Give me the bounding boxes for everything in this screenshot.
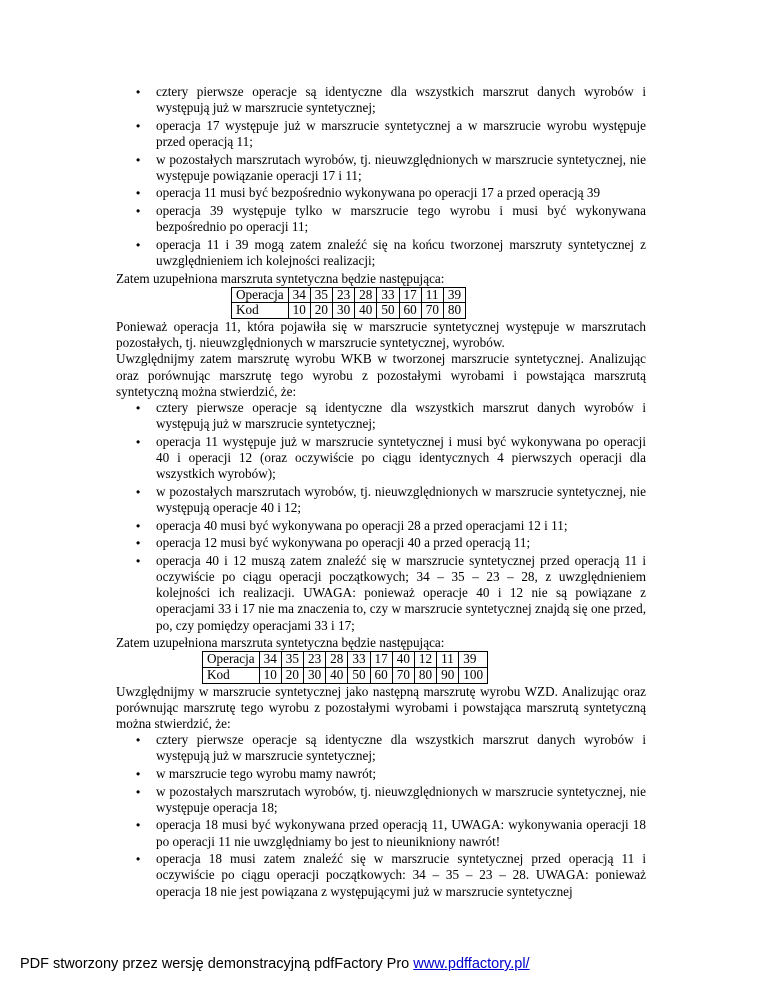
- list-item: • operacja 11 występuje już w marszrucie syntetycznej i musi być wykonywana po operacji 40 i operacji 12 (oraz oczywiście po ciągu identycznych 4 pierwszych operacji dla wszystkich wyrobów);: [116, 434, 646, 483]
- table-cell: 39: [459, 652, 488, 668]
- list-item: • operacja 11 i 39 mogą zatem znaleźć się na końcu tworzonej marszruty syntetycznej z uwzględnieniem ich kolejności realizacji;: [116, 237, 646, 269]
- table-cell: 12: [414, 652, 436, 668]
- table-cell: Kod: [203, 667, 260, 683]
- list-item: • operacja 11 musi być bezpośrednio wykonywana po operacji 17 a przed operacją 39: [116, 185, 646, 201]
- table-cell: 35: [310, 287, 332, 303]
- table-cell: 10: [259, 667, 281, 683]
- list-item: • w pozostałych marszrutach wyrobów, tj. nieuwzględnionych w marszrucie syntetycznej, nie występuje operacja 18;: [116, 784, 646, 816]
- table-cell: 70: [392, 667, 414, 683]
- list-item: • w marszrucie tego wyrobu mamy nawrót;: [116, 766, 646, 782]
- table-cell: 20: [310, 303, 332, 319]
- paragraph: Ponieważ operacja 11, która pojawiła się w marszrucie syntetycznej występuje w marszrutach pozostałych, tj. nieuwzględnionych w marszrucie syntetycznej, wyrobów.: [116, 318, 646, 351]
- table-row: [232, 287, 466, 303]
- table-cell: 34: [259, 652, 281, 668]
- table-cell: Kod: [232, 303, 289, 319]
- table-cell: 80: [443, 303, 465, 319]
- table-cell: 35: [281, 652, 303, 668]
- list-item: • cztery pierwsze operacje są identyczne dla wszystkich marszrut danych wyrobów i występują już w marszrucie syntetycznej;: [116, 400, 646, 432]
- route-table-2: [202, 651, 488, 683]
- table-cell: 90: [437, 667, 459, 683]
- table-cell: 30: [332, 303, 354, 319]
- table-cell: 70: [421, 303, 443, 319]
- table-cell: 100: [459, 667, 488, 683]
- footer-link[interactable]: www.pdffactory.pl/: [413, 956, 530, 972]
- table-cell: 23: [332, 287, 354, 303]
- table-cell: 50: [377, 303, 399, 319]
- table-cell: 11: [421, 287, 443, 303]
- bullet-list-3: [116, 732, 646, 900]
- list-item: • operacja 18 musi zatem znaleźć się w marszrucie syntetycznej przed operacją 11 i oczywiście po ciągu operacji początkowych: 34 – 35 – 23 – 28. UWAGA: ponieważ operacja 18 nie jest powiązana z występującymi już w marszrucie syntetycznej: [116, 851, 646, 900]
- table-cell: Operacja: [232, 287, 289, 303]
- route-table-1: [231, 287, 466, 319]
- pdf-footer: [20, 956, 530, 972]
- table-cell: 28: [326, 652, 348, 668]
- table-row: [203, 652, 488, 668]
- list-item: • operacja 39 występuje tylko w marszrucie tego wyrobu i musi być wykonywana bezpośrednio po operacji 11;: [116, 203, 646, 235]
- list-item: • operacja 40 musi być wykonywana po operacji 28 a przed operacjami 12 i 11;: [116, 518, 646, 534]
- table-cell: 11: [437, 652, 459, 668]
- list-item: • cztery pierwsze operacje są identyczne dla wszystkich marszrut danych wyrobów i występują już w marszrucie syntetycznej;: [116, 732, 646, 764]
- bullet-list-1: [116, 84, 646, 269]
- list-item: • w pozostałych marszrutach wyrobów, tj. nieuwzględnionych w marszrucie syntetycznej, nie występuje powiązanie operacji 17 i 11;: [116, 152, 646, 184]
- list-item: • cztery pierwsze operacje są identyczne dla wszystkich marszrut danych wyrobów i występują już w marszrucie syntetycznej;: [116, 84, 646, 116]
- table-cell: 17: [370, 652, 392, 668]
- list-item: • operacja 40 i 12 muszą zatem znaleźć się w marszrucie syntetycznej przed operacją 11 i oczywiście po ciągu operacji początkowych; 34 – 35 – 23 – 28, z uwzględnieniem kolejności ich realizacji. UWAGA: ponieważ operacje 40 i 12 nie są powiązane z operacjami 33 i 17 nie ma znaczenia to, czy w marszrucie syntetycznej znajdą się one przed, po, czy pomiędzy operacjami 33 i 17;: [116, 553, 646, 634]
- bullet-list-2: [116, 400, 646, 634]
- table-cell: Operacja: [203, 652, 260, 668]
- table-cell: 34: [288, 287, 310, 303]
- table-cell: 60: [370, 667, 392, 683]
- table-row: [203, 667, 488, 683]
- table-intro-2: Zatem uzupełniona marszruta syntetyczna będzie następująca:: [116, 635, 445, 651]
- table-cell: 39: [443, 287, 465, 303]
- table-cell: 80: [414, 667, 436, 683]
- table-intro-1: Zatem uzupełniona marszruta syntetyczna będzie następująca:: [116, 270, 445, 286]
- table-cell: 33: [377, 287, 399, 303]
- table-cell: 60: [399, 303, 421, 319]
- table-cell: 20: [281, 667, 303, 683]
- document-page: [116, 84, 646, 901]
- table-cell: 28: [355, 287, 377, 303]
- table-cell: 50: [348, 667, 370, 683]
- table-cell: 33: [348, 652, 370, 668]
- paragraph: Uwzględnijmy zatem marszrutę wyrobu WKB w tworzonej marszrucie syntetycznej. Analizując oraz porównując marszrutę tego wyrobu z pozostałymi wyrobami i powstająca marszrutą syntetyczną można stwierdzić, że:: [116, 351, 646, 399]
- list-item: • operacja 12 musi być wykonywana po operacji 40 a przed operacją 11;: [116, 535, 646, 551]
- table-row: [232, 303, 466, 319]
- table-cell: 23: [303, 652, 325, 668]
- list-item: • operacja 18 musi być wykonywana przed operacją 11, UWAGA: wykonywania operacji 18 po operacji 11 nie uwzględniamy bo jest to nieunikniony nawrót!: [116, 817, 646, 849]
- list-item: • w pozostałych marszrutach wyrobów, tj. nieuwzględnionych w marszrucie syntetycznej, nie występują operacje 40 i 12;: [116, 484, 646, 516]
- table-cell: 17: [399, 287, 421, 303]
- list-item: • operacja 17 występuje już w marszrucie syntetycznej a w marszrucie wyrobu występuje przed operacją 11;: [116, 118, 646, 150]
- table-cell: 40: [326, 667, 348, 683]
- table-cell: 30: [303, 667, 325, 683]
- table-cell: 40: [392, 652, 414, 668]
- table-cell: 40: [355, 303, 377, 319]
- table-cell: 10: [288, 303, 310, 319]
- paragraph: Uwzględnijmy w marszrucie syntetycznej jako następną marszrutę wyrobu WZD. Analizując oraz porównując marszrutę tego wyrobu z pozostałymi wyrobami i powstająca marszrutą syntetyczną można stwierdzić, że:: [116, 683, 646, 731]
- footer-text: PDF stworzony przez wersję demonstracyjną pdfFactory Pro: [20, 956, 414, 972]
